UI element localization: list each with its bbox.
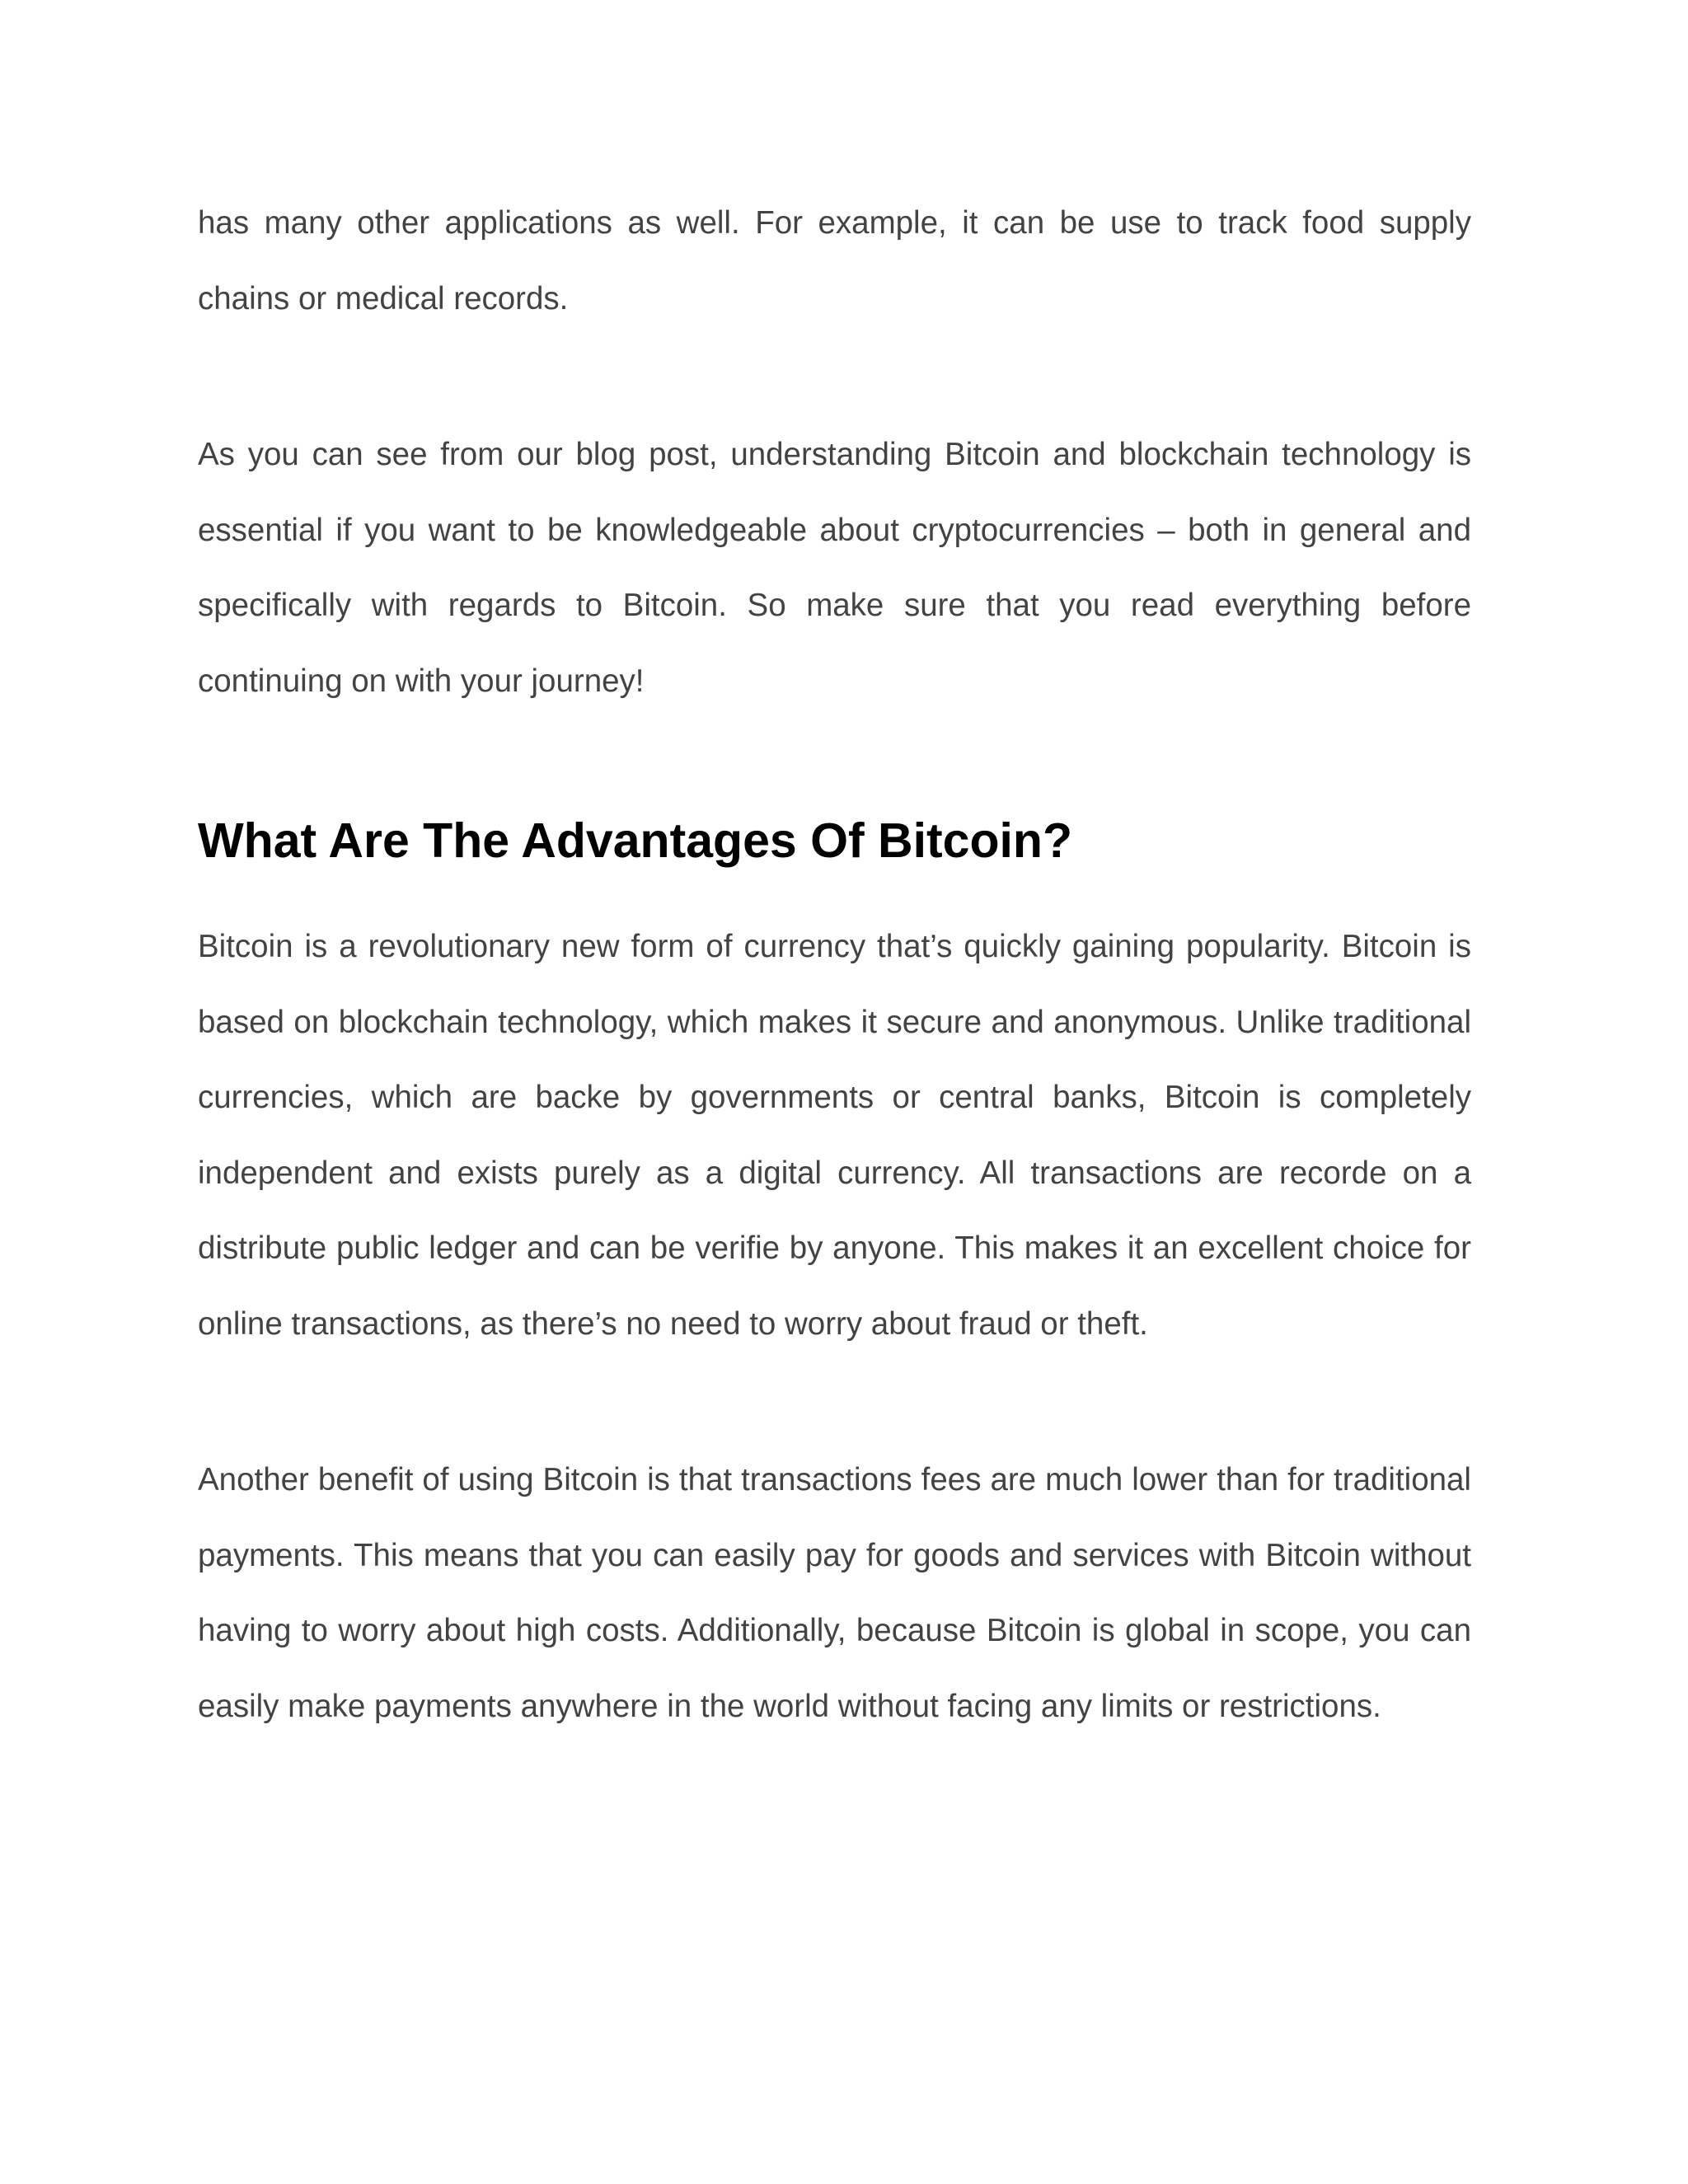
section-heading: What Are The Advantages Of Bitcoin? — [198, 813, 1072, 868]
paragraph-lower-fees: Another benefit of using Bitcoin is that transactions fees are much lower than for traditional payments. This means that you can easily pay for goods and services with Bitcoin without having to worry about high costs. Additionally, because Bitcoin is global in scope, you can easily make payments anywhere in the world without facing any limits or restrictions. — [198, 1462, 1471, 1724]
paragraph-revolutionary-currency: Bitcoin is a revolutionary new form of currency that’s quickly gaining popularity. Bitcoin is based on blockchain technology, which makes it secure and anonymous. Unlike traditional currencies, which are backe by governments or central banks, Bitcoin is completely independent and exists purely as a digital currency. All transactions are recorde on a distribute public ledger and can be verifie by anyone. This makes it an excellent choice for online transactions, as there’s no need to worry about fraud or theft. — [198, 929, 1471, 1342]
paragraph-understanding-bitcoin: As you can see from our blog post, understanding Bitcoin and blockchain technology is essential if you want to be knowledgeable about cryptocurrencies – both in general and specifically with regards to Bitcoin. So make sure that you read everything before continuing on with your journey! — [198, 437, 1471, 699]
paragraph-applications: has many other applications as well. For example, it can be use to track food supply chains or medical records. — [198, 205, 1471, 316]
document-page — [198, 185, 1471, 1744]
